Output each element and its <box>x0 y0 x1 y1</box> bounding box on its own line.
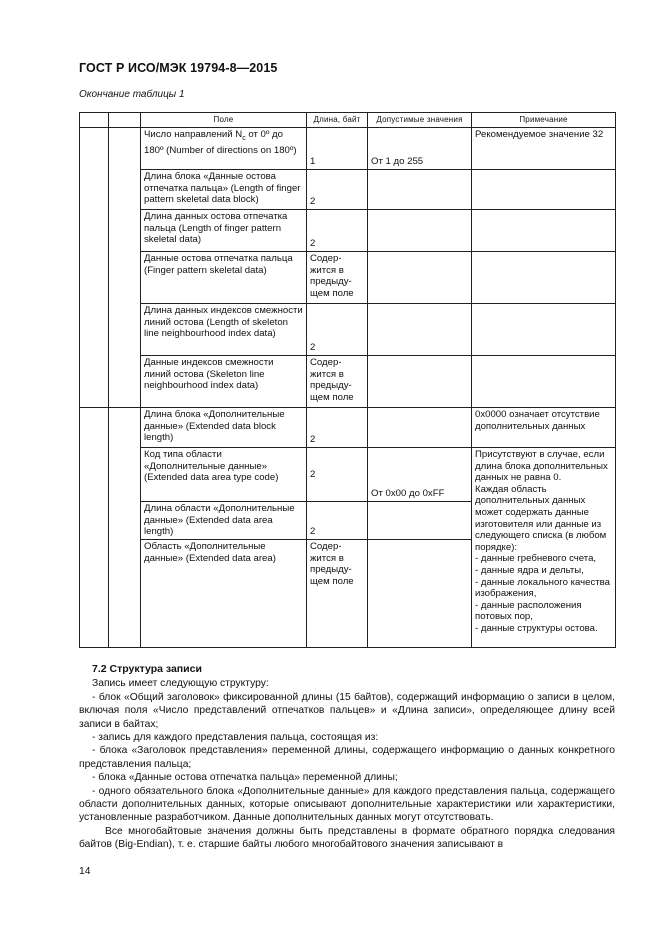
header-blank-2 <box>109 113 141 128</box>
field-cell: Область «Дополнительные данные» (Extended data area) <box>141 540 307 648</box>
table-row <box>80 356 616 408</box>
note-cell: 0x0000 означает отсутствие дополнительных данных <box>472 408 616 448</box>
length-cell: 2 <box>307 408 368 448</box>
note-cell-extended <box>472 448 616 648</box>
field-cell: Длина блока «Дополнительные данные» (Extended data block length) <box>141 408 307 448</box>
header-field: Поле <box>141 113 307 128</box>
table-row <box>80 170 616 210</box>
length-cell: Содер-жится в предыду-щем поле <box>307 252 368 304</box>
values-cell <box>368 304 472 356</box>
length-cell: 2 <box>307 210 368 252</box>
table-row <box>80 210 616 252</box>
note-line: Присутствуют в случае, если длина блока дополнительных данных не равна 0. <box>475 449 608 484</box>
note-line: - данные расположения потовых пор, <box>475 599 582 623</box>
values-cell: От 1 до 255 <box>368 128 472 170</box>
field-cell: Данные индексов смежности линий остова (Skeleton line neighbourhood index data) <box>141 356 307 408</box>
table-row <box>80 408 616 448</box>
header-blank-1 <box>80 113 109 128</box>
values-cell <box>368 502 472 540</box>
header-length: Длина, байт <box>307 113 368 128</box>
group-cell-2a <box>80 408 109 648</box>
field-cell: Длина данных остова отпечатка пальца (Length of finger pattern skeletal data) <box>141 210 307 252</box>
length-cell: 2 <box>307 448 368 502</box>
note-line: - данные локального качества изображения, <box>475 576 610 600</box>
section-heading: 7.2 Структура записи <box>92 663 202 675</box>
paragraph: - одного обязательного блока «Дополнительные данные» для каждого представления пальца, содержащего области дополнительных данных, которые описывают дополнительные характеристики или характеристики, установленные разработчиком. Данные дополнительных данных могут отсутствовать. <box>79 785 615 824</box>
paragraph: Запись имеет следующую структуру: <box>92 678 269 690</box>
table-caption: Окончание таблицы 1 <box>79 89 185 100</box>
length-cell: 2 <box>307 502 368 540</box>
length-cell: 1 <box>307 128 368 170</box>
table-row <box>80 128 616 170</box>
note-line: - данные гребневого счета, <box>475 553 597 565</box>
note-cell <box>472 170 616 210</box>
paragraph: - блок «Общий заголовок» фиксированной длины (15 байтов), содержащий информацию о записи в целом, включая поля «Число представлений отпечатков пальцев» и «Длина записи», определяющее длину всей записи в байтах; <box>79 691 615 730</box>
table-row <box>80 448 616 502</box>
section-body <box>79 663 615 852</box>
field-cell: Длина области «Дополнительные данные» (Extended data area length) <box>141 502 307 540</box>
field-cell: Длина данных индексов смежности линий остова (Length of skeleton line neighbourhood index data) <box>141 304 307 356</box>
table-row <box>80 252 616 304</box>
length-cell: 2 <box>307 304 368 356</box>
table-row <box>80 304 616 356</box>
page-number: 14 <box>79 866 91 877</box>
length-cell: Содер-жится в предыду-щем поле <box>307 356 368 408</box>
field-cell: Число направлений $N_c$ от 0º до 180º (Number of directions on 180º) <box>141 128 307 170</box>
group-cell-2b <box>109 408 141 648</box>
values-cell <box>368 408 472 448</box>
note-cell <box>472 356 616 408</box>
spec-table <box>79 112 616 648</box>
note-cell <box>472 304 616 356</box>
standard-designation: ГОСТ Р ИСО/МЭК 19794-8—2015 <box>79 61 278 75</box>
header-note: Примечание <box>472 113 616 128</box>
length-cell: 2 <box>307 170 368 210</box>
note-cell <box>472 210 616 252</box>
field-cell: Длина блока «Данные остова отпечатка пальца» (Length of finger pattern skeletal data block) <box>141 170 307 210</box>
values-cell <box>368 252 472 304</box>
table-header-row <box>80 113 616 128</box>
paragraph: - блока «Заголовок представления» переменной длины, содержащего информацию о данных конкретного представления пальца; <box>79 745 615 770</box>
length-cell: Содер-жится в предыду-щем поле <box>307 540 368 648</box>
values-cell <box>368 540 472 648</box>
values-cell <box>368 170 472 210</box>
paragraph: - запись для каждого представления пальца, состоящая из: <box>92 732 379 744</box>
note-cell: Рекомендуемое значение 32 <box>472 128 616 170</box>
note-line: - данные ядра и дельты, <box>475 564 584 576</box>
paragraph: Все многобайтовые значения должны быть представлены в формате обратного порядка следования байтов (Big-Endian), т. е. старшие байты любого многобайтового значения записывают в <box>79 825 615 851</box>
field-cell: Данные остова отпечатка пальца (Finger pattern skeletal data) <box>141 252 307 304</box>
header-values: Допустимые значения <box>368 113 472 128</box>
note-line: Каждая область дополнительных данных может содержать данные изготовителя или данные из следующего списка (в любом порядке): <box>475 483 607 553</box>
note-cell <box>472 252 616 304</box>
group-cell-1b <box>109 128 141 408</box>
note-line: - данные структуры остова. <box>475 622 598 634</box>
group-cell-1a <box>80 128 109 408</box>
field-cell: Код типа области «Дополнительные данные» (Extended data area type code) <box>141 448 307 502</box>
values-cell <box>368 210 472 252</box>
values-cell <box>368 356 472 408</box>
paragraph: - блока «Данные остова отпечатка пальца» переменной длины; <box>92 772 398 784</box>
values-cell: От 0x00 до 0xFF <box>368 448 472 502</box>
